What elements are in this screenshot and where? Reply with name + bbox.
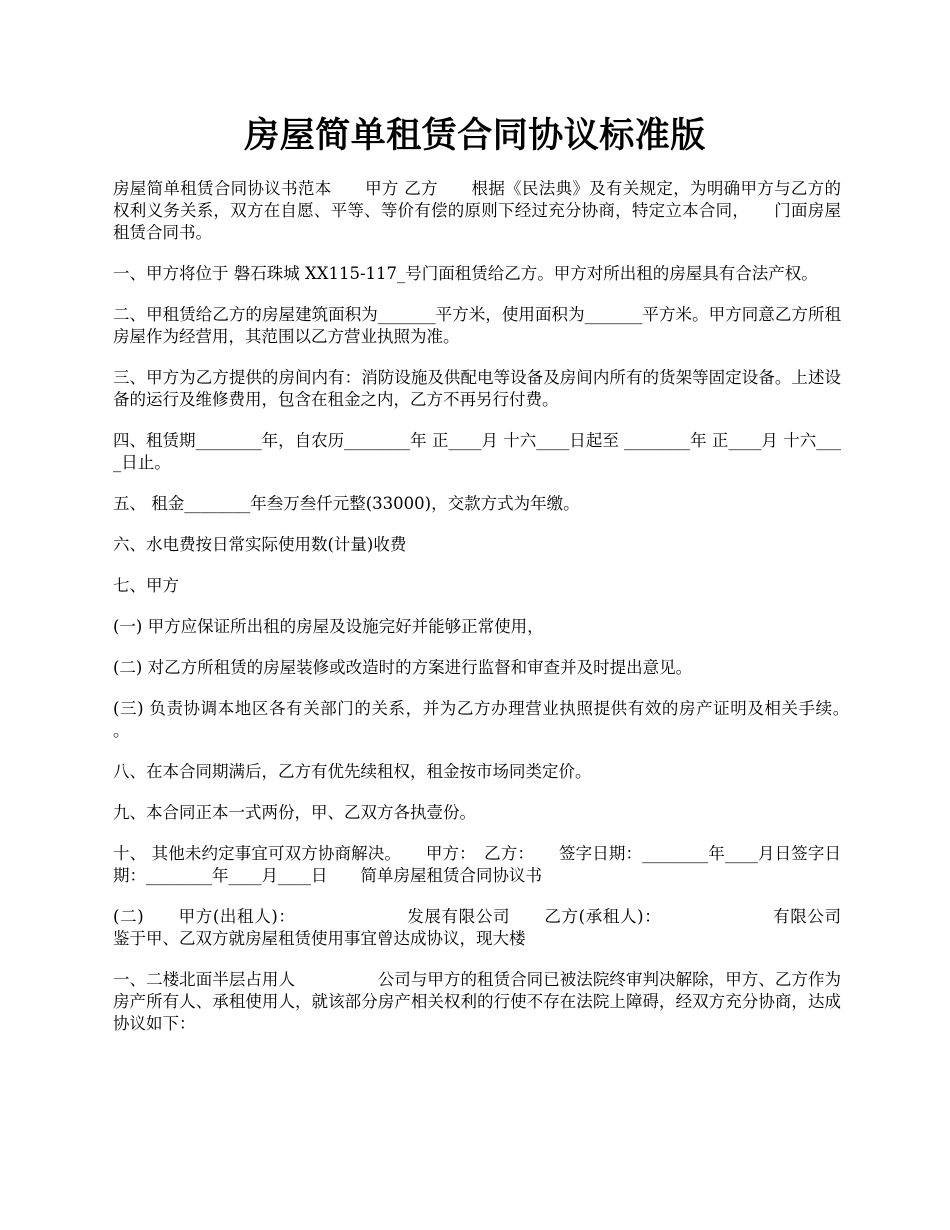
paragraph-parties: (二) 甲方(出租人)： 发展有限公司 乙方(承租人)： 有限公司 鉴于甲、乙双方就房屋租赁使用事宜曾达成协议，现大楼 bbox=[113, 907, 874, 948]
paragraph-clause-7: 七、甲方 bbox=[113, 576, 179, 595]
paragraph-clause-6: 六、水电费按日常实际使用数(计量)收费 bbox=[113, 535, 407, 554]
paragraph-clause-8: 八、在本合同期满后，乙方有优先续租权，租金按市场同类定价。 bbox=[113, 762, 592, 781]
paragraph-clause-7-1: (一) 甲方应保证所出租的房屋及设施完好并能够正常使用， bbox=[113, 617, 544, 636]
paragraph-clause-5: 五、 租金________年叁万叁仟元整(33000)，交款方式为年缴。 bbox=[113, 494, 580, 513]
paragraph-clause-7-2: (二) 对乙方所租赁的房屋装修或改造时的方案进行监督和审查并及时提出意见。 bbox=[113, 658, 693, 677]
paragraph-clause-1: 一、甲方将位于 磐石珠城 XX115-117_号门面租赁给乙方。甲方对所出租的房屋具有合法产权。 bbox=[113, 264, 818, 283]
paragraph-clause-4: 四、租赁期________年，自农历________年 正____月 十六____日起至 ________年 正____月 十六____日止。 bbox=[113, 431, 841, 472]
paragraph-clause-7-3: (三) 负责协调本地区各有关部门的关系，并为乙方办理营业执照提供有效的房产证明及相关手续。 。 bbox=[113, 699, 874, 740]
paragraph-agreement-1: 一、二楼北面半层占用人 公司与甲方的租赁合同已被法院终审判决解除，甲方、乙方作为房产所有人、承租使用人，就该部分房产相关权利的行使不存在法院上障碍，经双方充分协商，达成协议如下： bbox=[113, 970, 841, 1033]
document-title: 房屋简单租赁合同协议标准版 bbox=[244, 115, 706, 156]
paragraph-intro: 房屋简单租赁合同协议书范本 甲方 乙方 根据《民法典》及有关规定，为明确甲方与乙方的权利义务关系，双方在自愿、平等、等价有偿的原则下经过充分协商，特定立本合同， 门面房屋租赁合同书。 bbox=[113, 179, 841, 242]
document-body bbox=[113, 178, 874, 1054]
paragraph-clause-10: 十、 其他未约定事宜可双方协商解决。 甲方： 乙方： 签字日期：________年____月日签字日期：________年____月____日 简单房屋租赁合同协议书 bbox=[113, 844, 841, 885]
paragraph-clause-2: 二、甲租赁给乙方的房屋建筑面积为_______平方米，使用面积为_______平方米。甲方同意乙方所租房屋作为经营用，其范围以乙方营业执照为准。 bbox=[113, 305, 841, 346]
paragraph-clause-3: 三、甲方为乙方提供的房间内有：消防设施及供配电等设备及房间内所有的货架等固定设备。上述设备的运行及维修费用，包含在租金之内，乙方不再另行付费。 bbox=[113, 368, 841, 409]
paragraph-clause-9: 九、本合同正本一式两份，甲、乙双方各执壹份。 bbox=[113, 803, 476, 822]
